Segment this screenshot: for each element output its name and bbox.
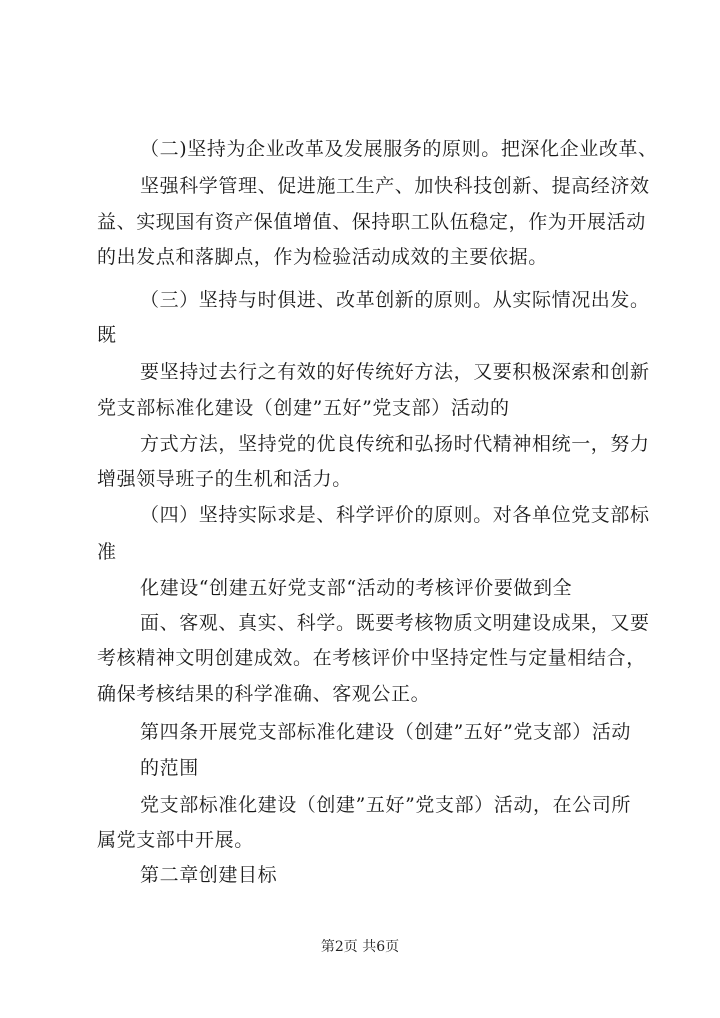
paragraph-line: 增强领导班子的生机和活力。 xyxy=(97,468,352,490)
paragraph-line: 的范围 xyxy=(140,757,199,779)
paragraph-line: 面、客观、真实、科学。既要考核物质文明建设成果，又要 xyxy=(140,612,650,634)
paragraph-line: （三）坚持与时俱进、改革创新的原则。从实际情况出发。 xyxy=(140,289,650,311)
paragraph-line: 确保考核结果的科学准确、客观公正。 xyxy=(97,683,431,705)
paragraph-line: 既 xyxy=(97,324,117,346)
chapter-heading: 第二章创建目标 xyxy=(140,864,278,886)
paragraph-line: 益、实现国有资产保值增值、保持职工队伍稳定，作为开展活动 xyxy=(97,211,646,233)
paragraph-line: 属党支部中开展。 xyxy=(97,829,254,851)
paragraph-line: （四）坚持实际求是、科学评价的原则。对各单位党支部标 xyxy=(140,504,650,526)
page-number-footer: 第2页 共6页 xyxy=(320,939,400,955)
section-heading: 第四条开展党支部标准化建设（创建”五好”党支部）活动 xyxy=(140,721,632,743)
paragraph-line: 考核精神文明创建成效。在考核评价中坚持定性与定量相结合， xyxy=(97,647,646,669)
paragraph-line: 党支部标准化建设（创建”五好”党支部）活动的 xyxy=(97,397,510,419)
paragraph-line: 方式方法，坚持党的优良传统和弘扬时代精神相统一，努力 xyxy=(140,433,650,455)
paragraph-line: （二)坚持为企业改革及发展服务的原则。把深化企业改革、 xyxy=(140,138,658,160)
paragraph-line: 党支部标准化建设（创建”五好”党支部）活动，在公司所 xyxy=(140,794,632,816)
paragraph-line: 化建设“创建五好党支部“活动的考核评价要做到全 xyxy=(140,577,573,599)
paragraph-line: 准 xyxy=(97,541,117,563)
paragraph-line: 坚强科学管理、促进施工生产、加快科技创新、提高经济效 xyxy=(140,175,650,197)
paragraph-line: 的出发点和落脚点，作为检验活动成效的主要依据。 xyxy=(97,246,548,268)
paragraph-line: 要坚持过去行之有效的好传统好方法，又要积极深索和创新 xyxy=(140,361,650,383)
